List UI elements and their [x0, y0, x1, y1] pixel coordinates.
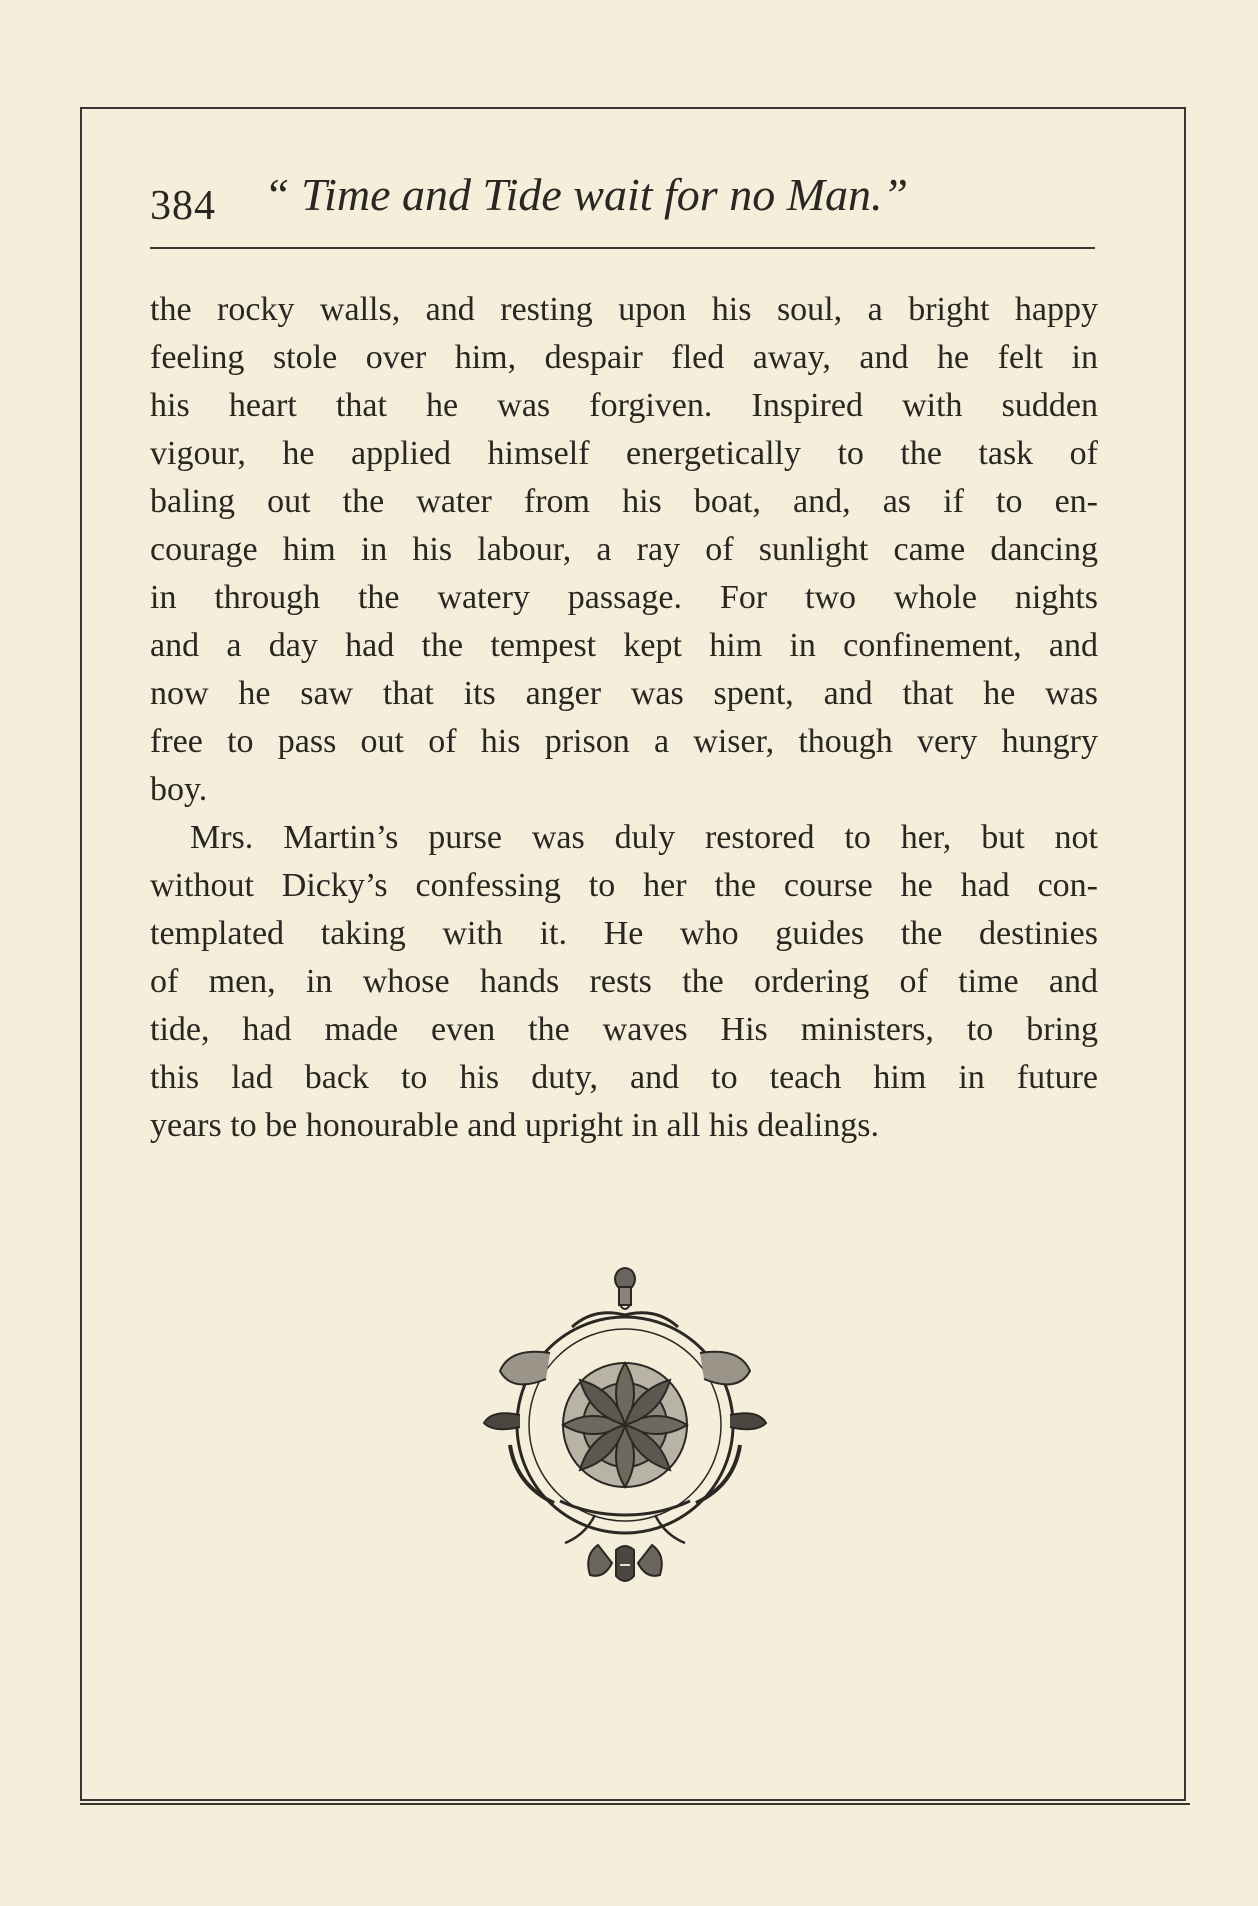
running-title: “ Time and Tide wait for no Man.” — [264, 169, 909, 220]
text-line: his heart that he was forgiven. Inspired with sudden — [150, 387, 1098, 424]
text-line: and a day had the tempest kept him in confinement, and — [150, 627, 1098, 664]
text-line: feeling stole over him, despair fled away, and he felt in — [150, 339, 1098, 376]
text-line: tide, had made even the waves His ministers, to bring — [150, 1011, 1098, 1048]
header-rule — [150, 247, 1095, 249]
text-line: templated taking with it. He who guides the destinies — [150, 915, 1098, 952]
text-line: vigour, he applied himself energetically to the task of — [150, 435, 1098, 472]
body-text — [150, 286, 1098, 1150]
text-line: free to pass out of his prison a wiser, though very hungry — [150, 723, 1098, 760]
text-line: of men, in whose hands rests the ordering of time and — [150, 963, 1098, 1000]
text-line: Mrs. Martin’s purse was duly restored to her, but not — [190, 819, 1098, 856]
running-head — [150, 168, 1095, 238]
text-line: this lad back to his duty, and to teach him in future — [150, 1059, 1098, 1096]
floral-vignette-icon — [480, 1265, 770, 1595]
text-line: in through the watery passage. For two whole nights — [150, 579, 1098, 616]
text-line: baling out the water from his boat, and, as if to en- — [150, 483, 1098, 520]
text-line: years to be honourable and upright in all his dealings. — [150, 1107, 879, 1144]
page-number: 384 — [150, 183, 216, 229]
text-line: courage him in his labour, a ray of sunlight came dancing — [150, 531, 1098, 568]
text-line: the rocky walls, and resting upon his soul, a bright happy — [150, 291, 1098, 328]
paragraph-2 — [150, 814, 1098, 1150]
paragraph-1 — [150, 286, 1098, 814]
bottom-rule — [80, 1803, 1190, 1805]
text-line: without Dicky’s confessing to her the course he had con- — [150, 867, 1098, 904]
text-line: boy. — [150, 771, 208, 808]
text-line: now he saw that its anger was spent, and that he was — [150, 675, 1098, 712]
